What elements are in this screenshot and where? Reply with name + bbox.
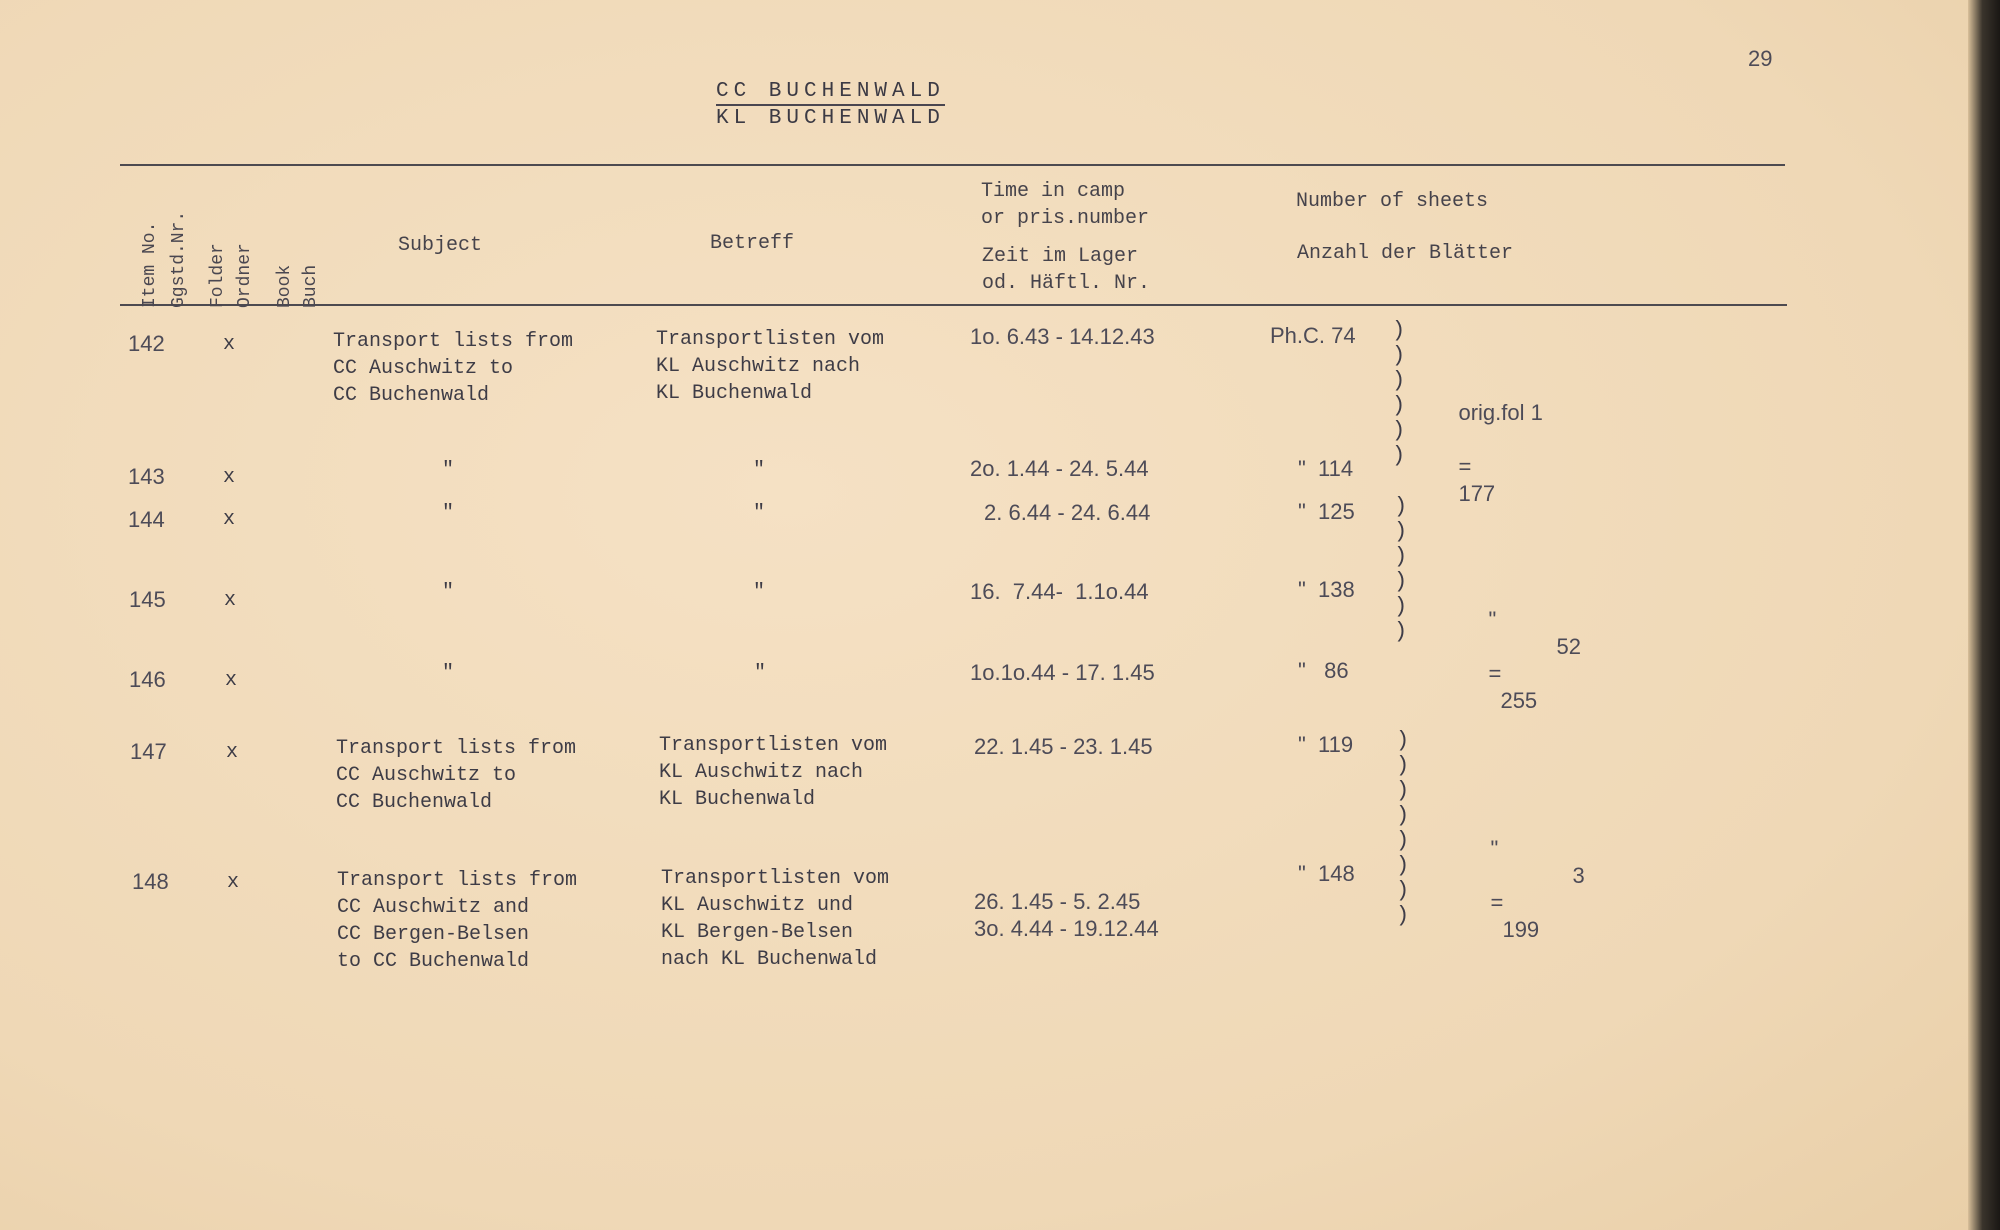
- total-label: orig.fol 1: [1458, 400, 1543, 425]
- folder-mark: x: [223, 466, 236, 489]
- total-value: 177: [1458, 481, 1496, 506]
- total-operand: 52: [1556, 634, 1581, 659]
- equals-sign: =: [1490, 890, 1504, 915]
- betreff-text: Transportlisten vom KL Auschwitz und KL Bergen-Belsen nach KL Buchenwald: [661, 867, 890, 971]
- time-range: 1o. 6.43 - 14.12.43: [970, 324, 1155, 349]
- title-german: KL BUCHENWALD: [716, 107, 945, 130]
- time-range: 2. 6.44 - 24. 6.44: [984, 500, 1151, 525]
- item-number: 143: [128, 464, 165, 489]
- sheet-count: " 86: [1298, 658, 1349, 683]
- item-number: 145: [129, 587, 166, 612]
- group-total: [1464, 579, 1581, 741]
- time-range: 26. 1.45 - 5. 2.45 3o. 4.44 - 19.12.44: [974, 889, 1159, 941]
- ditto-mark: ": [1490, 836, 1499, 861]
- sheet-count: " 125: [1298, 499, 1355, 524]
- header-ggstd-nr: Ggstd.Nr.: [169, 210, 189, 308]
- total-value: 199: [1502, 917, 1540, 942]
- header-subject: Subject: [398, 234, 483, 257]
- folder-mark: x: [223, 508, 236, 531]
- item-number: 147: [130, 739, 167, 764]
- header-ordner: Ordner: [235, 243, 255, 308]
- header-buch: Buch: [301, 264, 321, 308]
- header-top-rule: [120, 164, 1785, 166]
- header-sheets-english: Number of sheets: [1296, 190, 1489, 213]
- sheet-count: " 148: [1298, 861, 1355, 886]
- folder-mark: x: [227, 871, 240, 894]
- header-item-no: Item No.: [140, 221, 160, 308]
- group-total: [1434, 372, 1543, 534]
- ditto-mark: ": [442, 581, 455, 604]
- folder-mark: x: [226, 741, 239, 764]
- group-brace: ) ) ) ) ) ): [1392, 318, 1406, 468]
- ditto-mark: ": [753, 459, 766, 482]
- sheet-count: " 119: [1298, 732, 1354, 757]
- ditto-mark: ": [442, 662, 455, 685]
- group-total: [1466, 808, 1585, 970]
- time-range: 22. 1.45 - 23. 1.45: [974, 734, 1153, 759]
- betreff-text: Transportlisten vom KL Auschwitz nach KL Buchenwald: [659, 734, 888, 811]
- time-range: 2o. 1.44 - 24. 5.44: [970, 456, 1149, 481]
- header-sheets-german: Anzahl der Blätter: [1297, 242, 1514, 265]
- ditto-mark: ": [442, 502, 455, 525]
- header-folder: Folder: [208, 243, 228, 308]
- ditto-mark: ": [753, 502, 766, 525]
- header-time-german: Zeit im Lager od. Häftl. Nr.: [982, 245, 1151, 295]
- page-number: 29: [1748, 46, 1773, 71]
- item-number: 144: [128, 507, 165, 532]
- item-number: 146: [129, 667, 166, 692]
- folder-mark: x: [223, 333, 236, 356]
- item-number: 142: [128, 331, 165, 356]
- subject-text: Transport lists from CC Auschwitz and CC Bergen-Belsen to CC Buchenwald: [337, 869, 578, 973]
- subject-text: Transport lists from CC Auschwitz to CC Buchenwald: [336, 737, 577, 814]
- item-number: 148: [132, 869, 169, 894]
- header-betreff: Betreff: [710, 232, 795, 255]
- header-bottom-rule: [120, 304, 1787, 306]
- ditto-mark: ": [442, 459, 455, 482]
- total-operand: 3: [1572, 863, 1585, 888]
- total-value: 255: [1500, 688, 1538, 713]
- header-book: Book: [275, 264, 295, 308]
- title-english: CC BUCHENWALD: [716, 80, 945, 106]
- ditto-mark: ": [753, 581, 766, 604]
- sheet-count: Ph.C. 74: [1270, 323, 1356, 348]
- equals-sign: =: [1488, 661, 1502, 686]
- sheet-count: " 114: [1298, 456, 1354, 481]
- folder-mark: x: [225, 669, 238, 692]
- folder-mark: x: [224, 589, 237, 612]
- group-brace: ) ) ) ) ) ): [1394, 494, 1408, 644]
- ditto-mark: ": [1488, 607, 1497, 632]
- betreff-text: Transportlisten vom KL Auschwitz nach KL Buchenwald: [656, 328, 885, 405]
- page-edge-shadow: [1968, 0, 2000, 1230]
- group-brace: ) ) ) ) ) ) ) ): [1396, 728, 1410, 928]
- header-time-english: Time in camp or pris.number: [981, 180, 1150, 230]
- subject-text: Transport lists from CC Auschwitz to CC Buchenwald: [333, 330, 574, 407]
- time-range: 16. 7.44- 1.1o.44: [970, 579, 1149, 604]
- time-range: 1o.1o.44 - 17. 1.45: [970, 660, 1155, 685]
- ditto-mark: ": [754, 662, 767, 685]
- equals-sign: =: [1458, 454, 1472, 479]
- sheet-count: " 138: [1298, 577, 1355, 602]
